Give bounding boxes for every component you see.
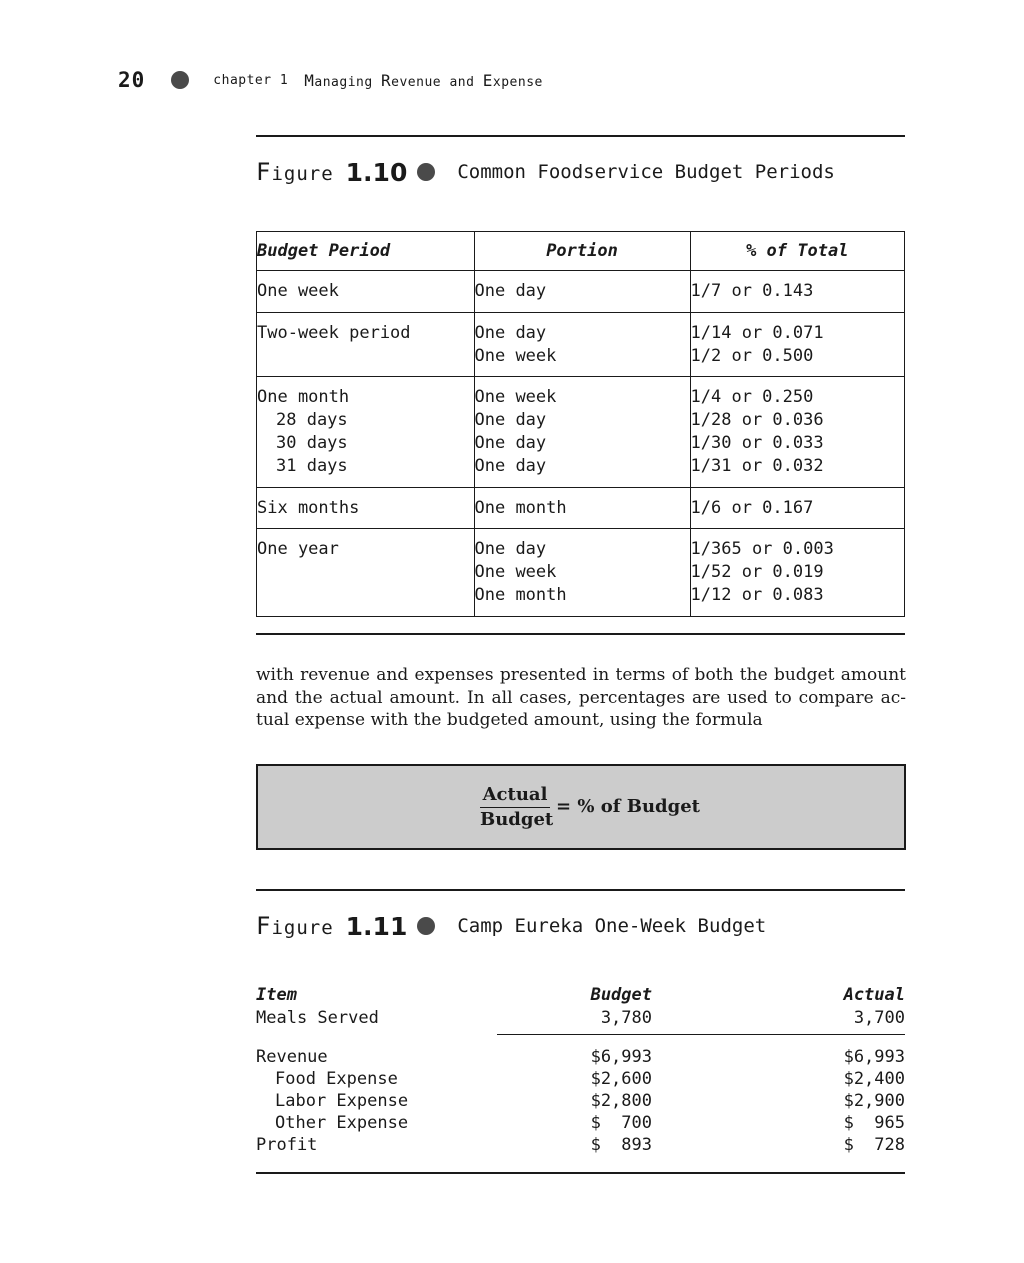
line-item-actual: $6,993 <box>843 1047 905 1067</box>
column-header: Budget <box>590 985 652 1005</box>
table-cell <box>690 271 904 313</box>
table-row <box>257 487 905 529</box>
table-cell <box>474 529 690 616</box>
line-item-actual: $2,400 <box>843 1069 905 1089</box>
bullet-icon <box>417 917 435 935</box>
line-item-budget: $ 700 <box>590 1113 652 1133</box>
cell-line: One day <box>474 322 547 343</box>
line-item-budget: $2,600 <box>590 1069 652 1089</box>
figure-1-11-title <box>256 910 766 942</box>
line-item-label: Other Expense <box>275 1113 409 1133</box>
cell-line: 1/52 or 0.019 <box>690 562 824 583</box>
cell-line: One week <box>474 387 557 408</box>
table-body <box>257 271 905 617</box>
column-header: % of Total <box>690 232 904 271</box>
cell-line: Two-week period <box>257 322 411 343</box>
cell-line: One day <box>474 455 547 476</box>
line-item-label: Revenue <box>256 1047 328 1067</box>
budget-periods-table <box>256 231 905 617</box>
line-item-label: Profit <box>256 1135 318 1155</box>
figure-bottom-rule <box>256 1172 905 1174</box>
table-row <box>257 529 905 616</box>
cell-line: One day <box>474 410 547 431</box>
table-row <box>257 271 905 313</box>
formula-denominator: Budget <box>480 809 554 830</box>
cell-line: One week <box>257 281 339 301</box>
formula-box <box>256 764 906 850</box>
table-cell <box>257 529 475 616</box>
cell-line: One week <box>474 345 557 366</box>
table-row <box>257 312 905 377</box>
cell-line: 1/28 or 0.036 <box>690 410 824 431</box>
body-paragraph: with revenue and expenses presented in terms of both the budget amount and the actual amount. In all cases, percentages are used to compare ac-tual expense with the budgeted amount, using the formula <box>256 665 906 730</box>
cell-line: 28 days <box>276 410 348 431</box>
cell-line: 1/14 or 0.071 <box>690 322 824 343</box>
cell-line: One month <box>257 387 350 408</box>
line-item-label: Labor Expense <box>275 1091 409 1111</box>
cell-line: One month <box>474 497 567 518</box>
divider <box>497 1034 905 1035</box>
table-cell <box>474 312 690 377</box>
cell-line: 1/365 or 0.003 <box>690 539 834 560</box>
table-cell <box>257 487 475 529</box>
figure-bottom-rule <box>256 633 905 635</box>
cell-line: 1/30 or 0.033 <box>690 432 824 453</box>
cell-line: 31 days <box>276 455 348 476</box>
cell-line: One month <box>474 584 567 605</box>
table-cell <box>474 271 690 313</box>
bullet-icon <box>171 71 189 89</box>
table-cell <box>257 377 475 487</box>
meals-served-actual: 3,700 <box>853 1008 905 1028</box>
line-item-label: Food Expense <box>275 1069 398 1089</box>
meals-served-budget: 3,780 <box>600 1008 652 1028</box>
line-item-budget: $2,800 <box>590 1091 652 1111</box>
table-cell <box>690 312 904 377</box>
figure-word: Figure <box>256 912 334 940</box>
chapter-title: Managing Revenue and Expense <box>304 70 543 90</box>
line-item-actual: $ 728 <box>843 1135 905 1155</box>
cell-line: One day <box>474 539 547 560</box>
bullet-icon <box>417 163 435 181</box>
column-header: Portion <box>474 232 690 271</box>
formula-fraction <box>480 784 554 831</box>
figure-word: Figure <box>256 158 334 186</box>
column-header: Item <box>256 985 297 1005</box>
figure-top-rule <box>256 889 905 891</box>
table-cell <box>690 487 904 529</box>
table-row <box>257 377 905 487</box>
cell-line: 1/2 or 0.500 <box>690 345 814 366</box>
line-item-budget: $6,993 <box>590 1047 652 1067</box>
line-item-actual: $ 965 <box>843 1113 905 1133</box>
cell-line: One week <box>474 562 557 583</box>
table-cell <box>474 487 690 529</box>
table-cell <box>257 312 475 377</box>
cell-line: One day <box>474 432 547 453</box>
column-header: Budget Period <box>257 232 475 271</box>
figure-number: 1.11 <box>345 911 408 941</box>
cell-line: One year <box>257 539 339 560</box>
cell-line: 30 days <box>276 432 348 453</box>
cell-line: 1/4 or 0.250 <box>690 387 814 408</box>
cell-line: One day <box>474 281 547 301</box>
cell-line: 1/31 or 0.032 <box>690 455 824 476</box>
figure-top-rule <box>256 135 905 137</box>
figure-number: 1.10 <box>345 157 408 187</box>
table-cell <box>257 271 475 313</box>
cell-line: 1/12 or 0.083 <box>690 584 824 605</box>
chapter-label: chapter 1 <box>213 72 289 88</box>
page-number: 20 <box>118 68 146 92</box>
line-item-actual: $2,900 <box>843 1091 905 1111</box>
figure-caption: Common Foodservice Budget Periods <box>457 161 835 183</box>
table-cell <box>690 377 904 487</box>
figure-caption: Camp Eureka One-Week Budget <box>457 915 767 937</box>
figure-1-10-title <box>256 156 835 188</box>
cell-line: 1/6 or 0.167 <box>690 497 814 518</box>
cell-line: Six months <box>257 497 360 518</box>
column-header: Actual <box>843 985 905 1005</box>
formula-result: = % of Budget <box>556 796 700 817</box>
line-item-budget: $ 893 <box>590 1135 652 1155</box>
table-header-row <box>257 232 905 271</box>
formula-numerator: Actual <box>480 784 550 808</box>
running-head <box>118 66 543 94</box>
cell-line: 1/7 or 0.143 <box>690 281 814 301</box>
table-cell <box>690 529 904 616</box>
table-cell <box>474 377 690 487</box>
meals-served-label: Meals Served <box>256 1008 379 1028</box>
